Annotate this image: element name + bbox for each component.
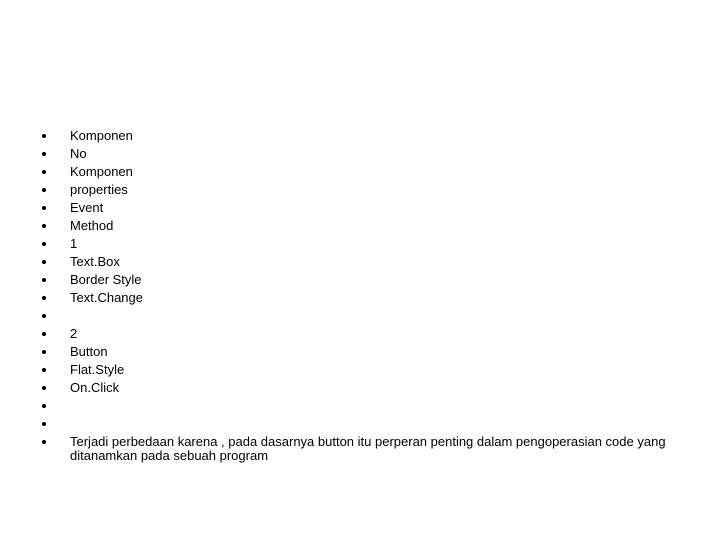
bullet-text: Komponen [70,164,133,179]
bullet-dot [42,260,46,264]
bullet-text: Komponen [70,128,133,143]
bullet-text: 2 [70,326,78,341]
bullet-text: On.Click [70,380,120,395]
bullet-dot [42,224,46,228]
bullet-text: Terjadi perbedaan karena , pada dasarnya button itu perperan penting dalam pengoperasian code yang ditanamkan pada sebuah program [70,434,670,463]
bullet-dot [42,314,46,318]
bullet-text: Button [70,344,108,359]
bullet-dot [42,134,46,138]
bullet-text: Border Style [70,272,142,287]
bullet-dot [42,350,46,354]
bullet-item [40,343,680,361]
bullet-item [40,433,680,463]
bullet-list [40,127,680,463]
bullet-item [40,361,680,379]
bullet-text: No [70,146,87,161]
bullet-item [40,289,680,307]
bullet-item [40,199,680,217]
bullet-item [40,415,680,433]
bullet-dot [42,188,46,192]
bullet-text: Event [70,200,104,215]
bullet-item [40,253,680,271]
bullet-dot [42,440,46,444]
bullet-item [40,271,680,289]
bullet-dot [42,386,46,390]
bullet-item [40,127,680,145]
bullet-dot [42,152,46,156]
bullet-text: Text.Change [70,290,143,305]
bullet-dot [42,332,46,336]
bullet-item [40,163,680,181]
bullet-item [40,397,680,415]
bullet-text: Method [70,218,114,233]
bullet-item [40,145,680,163]
bullet-item [40,379,680,397]
bullet-text: Flat.Style [70,362,125,377]
bullet-dot [42,422,46,426]
bullet-dot [42,296,46,300]
bullet-item [40,325,680,343]
bullet-dot [42,242,46,246]
bullet-dot [42,170,46,174]
bullet-text: properties [70,182,128,197]
bullet-text: 1 [70,236,78,251]
bullet-dot [42,278,46,282]
bullet-text: Text.Box [70,254,120,269]
bullet-item [40,235,680,253]
bullet-item [40,181,680,199]
bullet-dot [42,368,46,372]
bullet-item [40,217,680,235]
bullet-dot [42,206,46,210]
bullet-dot [42,404,46,408]
bullet-item [40,307,680,325]
